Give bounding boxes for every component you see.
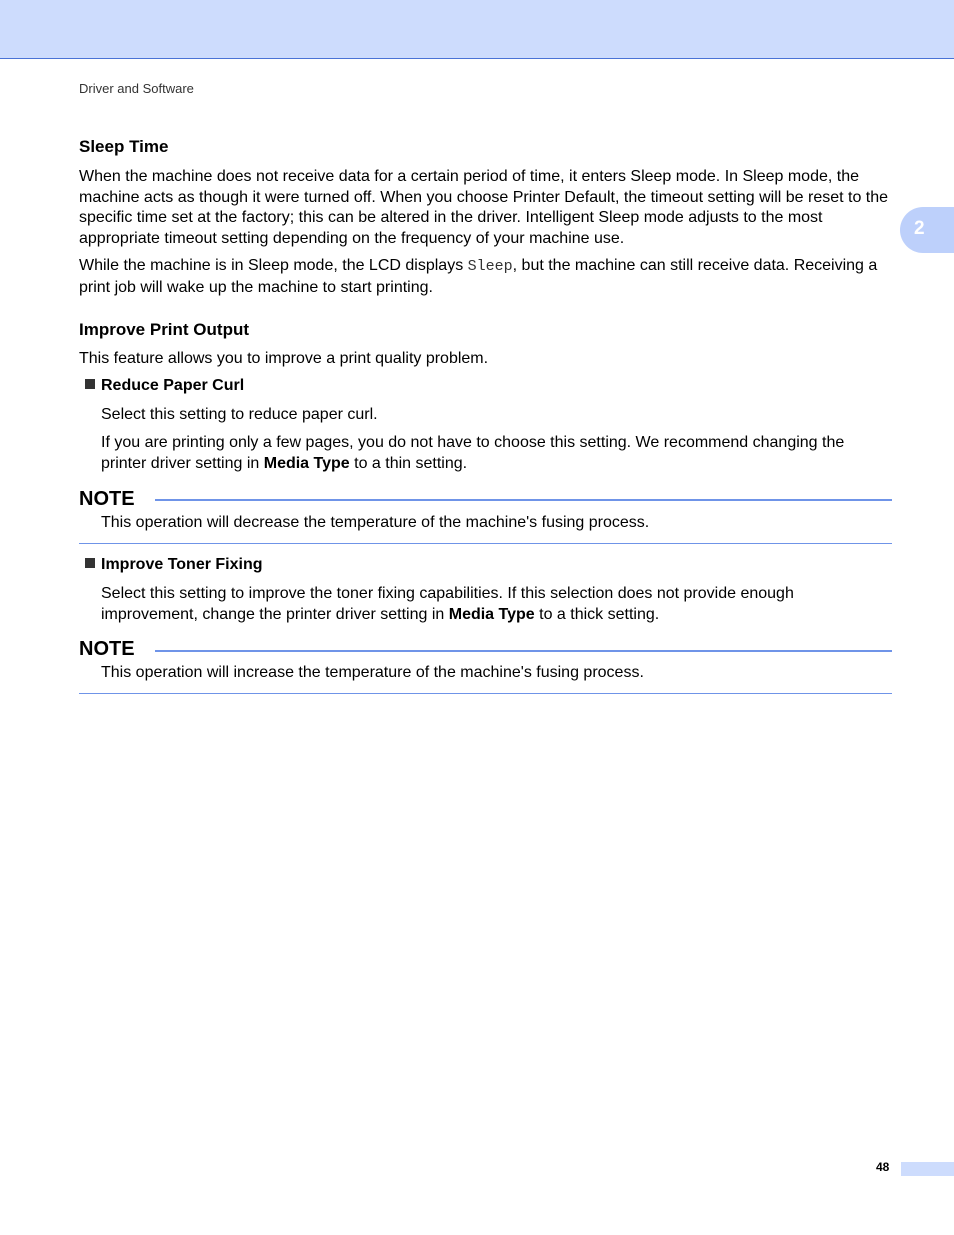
note-2-bottom-rule — [79, 693, 892, 694]
improve-print-heading: Improve Print Output — [79, 320, 249, 339]
square-bullet-icon — [85, 379, 95, 389]
reduce-curl-title: Reduce Paper Curl — [101, 377, 245, 394]
media-type-term: Media Type — [263, 454, 350, 472]
sleep-time-paragraph-2 — [79, 256, 892, 298]
lcd-sleep-text: Sleep — [467, 258, 513, 275]
curl-p2-before: If you are printing only a few pages, you do not have to choose this setting. We recommend changing the printer driver setting in — [101, 434, 845, 472]
note-1-title: NOTE — [79, 488, 135, 510]
note-1-text: This operation will decrease the temperature of the machine's fusing process. — [101, 514, 650, 531]
note-2-text: This operation will increase the temperature of the machine's fusing process. — [101, 664, 644, 681]
page-number-tab — [901, 1162, 954, 1176]
reduce-curl-bullet — [85, 377, 244, 395]
reduce-curl-paragraph-1: Select this setting to reduce paper curl. — [101, 406, 378, 423]
square-bullet-icon — [85, 558, 95, 568]
toner-fixing-paragraph — [101, 584, 892, 625]
sleep-p2-before: While the machine is in Sleep mode, the LCD displays — [79, 257, 468, 274]
header-band — [0, 0, 954, 59]
note-2-rule — [155, 650, 892, 652]
curl-p2-after: to a thin setting. — [349, 454, 468, 472]
toner-p1-before: Select this setting to improve the toner fixing capabilities. If this selection does not provide enough improvement, change the printer driver setting in — [101, 585, 794, 623]
note-1-rule — [155, 499, 892, 501]
sleep-p2-after: , but the machine can still receive data. Receiving a print job will wake up the machine to start printing. — [79, 257, 878, 296]
note-1-bottom-rule — [79, 543, 892, 544]
media-type-term: Media Type — [448, 605, 535, 623]
improve-print-intro: This feature allows you to improve a print quality problem. — [79, 350, 489, 367]
chapter-number: 2 — [914, 218, 925, 239]
page-number: 48 — [876, 1160, 890, 1174]
note-2-title: NOTE — [79, 638, 135, 660]
sleep-time-heading: Sleep Time — [79, 137, 169, 156]
toner-p1-after: to a thick setting. — [534, 605, 660, 623]
running-header: Driver and Software — [79, 81, 194, 96]
reduce-curl-paragraph-2 — [101, 433, 892, 474]
toner-fixing-bullet — [85, 556, 263, 574]
sleep-time-paragraph-1: When the machine does not receive data for a certain period of time, it enters Sleep mode. In Sleep mode, the machine acts as though it were turned off. When you choose Printer Default, the timeout setting will be reset to the specific time set at the factory; this can be altered in the driver. Intelligent Sleep mode adjusts to the most appropriate timeout setting depending on the frequency of your machine use. — [79, 168, 889, 247]
chapter-tab — [900, 207, 954, 253]
toner-fixing-title: Improve Toner Fixing — [101, 556, 263, 573]
